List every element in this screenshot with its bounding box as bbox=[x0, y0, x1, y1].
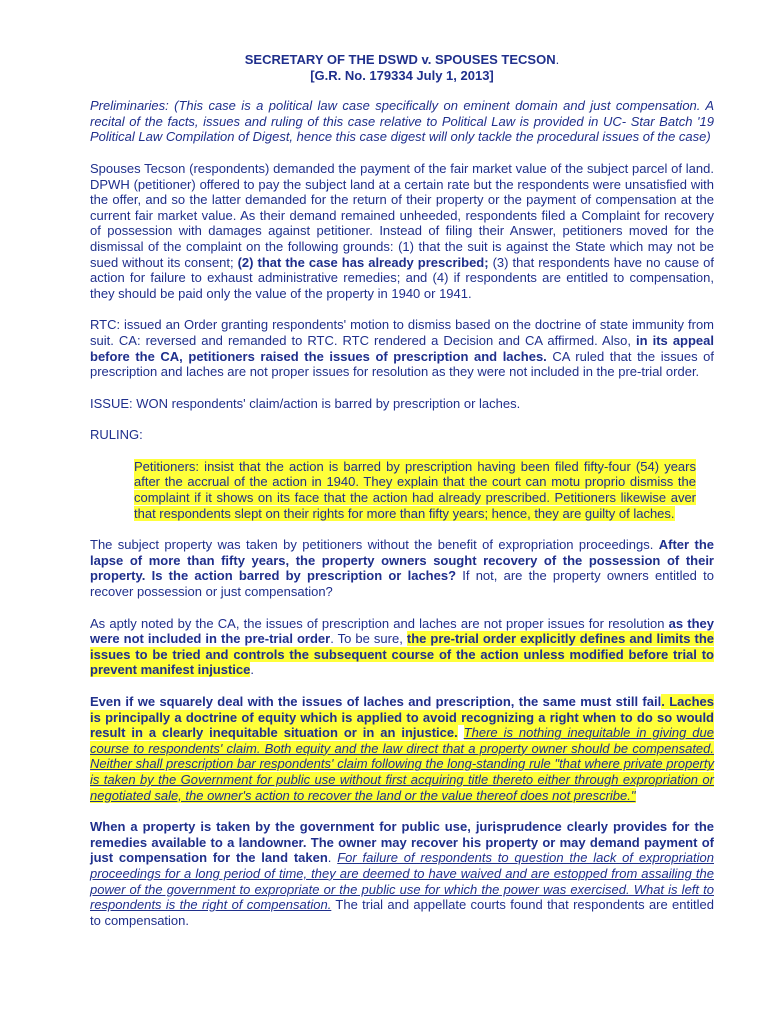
facts-paragraph: Spouses Tecson (respondents) demanded the payment of the fair market value of the subject parcel of land. DPWH (petitioner) offered to pay the subject land at a certain rate but the respondents were unsatisfied with the offer, and so the latter demanded for the return of their property or the payment of compensation at the current fair market value. As their demand remained unheeded, respondents filed a Complaint for recovery of possession with damages against petitioner. Instead of filing their Answer, petitioners moved for the dismissal of the complaint on the following grounds: (1) that the suit is against the State which may not be sued without its consent; (2) that the case has already prescribed; (3) that respondents have no cause of action for failure to exhaust administrative remedies; and (4) if respondents are entitled to compensation, they should be paid only the value of the property in 1940 or 1941. bbox=[90, 160, 714, 301]
preliminaries-paragraph: Preliminaries: (This case is a political law case specifically on eminent domain and just compensation. A recital of the facts, issues and ruling of this case relative to Political Law is provided in UC- Star Batch '19 Political Law Compilation of Digest, hence this case digest will only tackle the procedural issues of the case) bbox=[90, 98, 714, 145]
rtc-ca-paragraph: RTC: issued an Order granting respondents' motion to dismiss based on the doctrine of state immunity from suit. CA: reversed and remanded to RTC. RTC rendered a Decision and CA affirmed. Also, in its appeal before the CA, petitioners raised the issues of prescription and laches. CA ruled that the issues of prescription and laches are not proper issues for resolution as they were not included in the pre-trial order. bbox=[90, 317, 715, 380]
ruling-paragraph-4: When a property is taken by the government for public use, jurisprudence clearly provides for the remedies available to a landowner. The owner may recover his property or may demand payment of just compensation for the land taken. For failure of respondents to question the lack of expropriation proceedings for a long period of time, they are deemed to have waived and are estopped from assailing the power of the government to expropriate or the public use for which the power was exercised. What is left to respondents is the right of compensation. The trial and appellate courts found that respondents are entitled to compensation. bbox=[90, 819, 714, 928]
ruling-paragraph-3: Even if we squarely deal with the issues of laches and prescription, the same must still fail. Laches is principally a doctrine of equity which is applied to avoid recognizing a right when to do so would result in a clearly inequitable situation or in an injustice. There is nothing inequitable in giving due course to respondents' claim. Both equity and the law direct that a property owner should be compensated. Neither shall prescription bar respondents' claim following the long-standing rule "that where private property is taken by the Government for public use without first acquiring title thereto either through expropriation or negotiated sale, the owner's action to recover the land or the value thereof does not prescribe." bbox=[90, 694, 714, 803]
case-gr-number: [G.R. No. 179334 July 1, 2013] bbox=[310, 67, 494, 83]
ruling-paragraph-2: As aptly noted by the CA, the issues of prescription and laches are not proper issues for resolution as they were not included in the pre-trial order. To be sure, the pre-trial order explicitly defines and limits the issues to be tried and controls the subsequent course of the action unless modified before trial to prevent manifest injustice. bbox=[90, 615, 714, 678]
case-title: SECRETARY OF THE DSWD v. SPOUSES TECSON. bbox=[244, 52, 560, 67]
ruling-paragraph-1: The subject property was taken by petitioners without the benefit of expropriation proceedings. After the lapse of more than fifty years, the property owners sought recovery of the possession of their property. Is the action barred by prescription or laches? If not, are the property owners entitled to recover possession or just compensation? bbox=[90, 537, 714, 600]
issue-statement: ISSUE: WON respondents' claim/action is barred by prescription or laches. bbox=[90, 395, 521, 411]
ruling-heading: RULING: bbox=[90, 427, 143, 443]
petitioners-argument-quote: Petitioners: insist that the action is barred by prescription having been filed fifty-four (54) years after the accrual of the action in 1940. They explain that the court can motu proprio dismiss the complaint if it shows on its face that the action had already prescribed. Petitioners likewise aver that respondents slept on their rights for more than fifty years; hence, they are guilty of laches. bbox=[134, 458, 696, 521]
